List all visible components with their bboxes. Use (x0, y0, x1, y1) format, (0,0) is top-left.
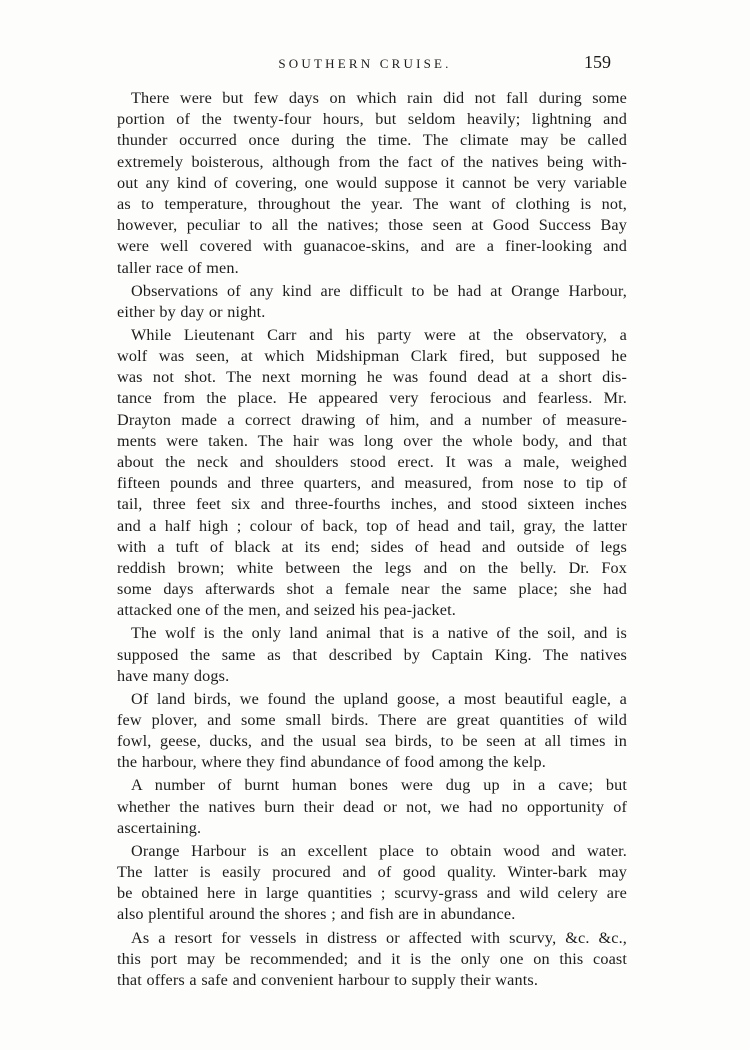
text-line: was not shot. The next morning he was found dead at a short dis- (117, 368, 627, 387)
text-line: taller race of men. (117, 258, 239, 277)
text-line: The latter is easily procured and of good quality. Winter-bark may (117, 863, 627, 882)
text-line: A number of burnt human bones were dug up in a cave; but (131, 776, 627, 795)
text-line: have many dogs. (117, 666, 230, 685)
text-line: be obtained here in large quantities ; scurvy-grass and wild celery are (117, 884, 627, 903)
text-line: ascertaining. (117, 818, 202, 837)
paragraph (117, 928, 627, 992)
text-line: attacked one of the men, and seized his pea-jacket. (117, 601, 456, 620)
text-line: As a resort for vessels in distress or affected with scurvy, &c. &c., (131, 928, 627, 947)
text-line: and a half high ; colour of back, top of head and tail, gray, the latter (117, 516, 627, 535)
text-line: Observations of any kind are difficult to be had at Orange Harbour, (131, 281, 627, 300)
paragraph (117, 325, 627, 622)
text-line: extremely boisterous, although from the fact of the natives being with- (117, 152, 627, 171)
text-line: thunder occurred once during the time. The climate may be called (117, 131, 627, 150)
text-line: While Lieutenant Carr and his party were at the observatory, a (131, 325, 627, 344)
paragraph (117, 88, 627, 279)
paragraph (117, 281, 627, 323)
running-head (0, 52, 750, 80)
text-line: with a tuft of black at its end; sides of head and outside of legs (117, 537, 627, 556)
text-line: about the neck and shoulders stood erect. It was a male, weighed (117, 452, 627, 471)
text-line: fifteen pounds and three quarters, and measured, from nose to tip of (117, 474, 627, 493)
paragraph (117, 689, 627, 774)
text-line: however, peculiar to all the natives; those seen at Good Success Bay (117, 216, 627, 235)
text-line: tail, three feet six and three-fourths inches, and stood sixteen inches (117, 495, 627, 514)
paragraph (117, 775, 627, 839)
text-line: wolf was seen, at which Midshipman Clark fired, but supposed he (117, 347, 627, 366)
text-line: either by day or night. (117, 302, 266, 321)
text-line: out any kind of covering, one would suppose it cannot be very variable (117, 173, 627, 192)
paragraph (117, 623, 627, 687)
text-line: few plover, and some small birds. There are great quantities of wild (117, 711, 627, 729)
text-line: ments were taken. The hair was long over the whole body, and that (117, 431, 627, 450)
body-text (117, 88, 627, 991)
text-line: portion of the twenty-four hours, but seldom heavily; lightning and (117, 110, 627, 129)
text-line: this port may be recommended; and it is the only one on this coast (117, 949, 627, 968)
text-line: reddish brown; white between the legs and on the belly. Dr. Fox (117, 558, 627, 577)
text-line: the harbour, where they find abundance of food among the kelp. (117, 753, 546, 772)
text-line: The wolf is the only land animal that is a native of the soil, and is (131, 624, 627, 643)
text-line: Orange Harbour is an excellent place to obtain wood and water. (131, 841, 627, 860)
text-line: Drayton made a correct drawing of him, and a number of measure- (117, 410, 627, 429)
page-number: 159 (584, 52, 611, 72)
running-title: SOUTHERN CRUISE. (278, 56, 452, 71)
text-line: fowl, geese, ducks, and the usual sea birds, to be seen at all times in (117, 732, 627, 751)
text-line: Of land birds, we found the upland goose, a most beautiful eagle, a (131, 689, 627, 708)
text-line: also plentiful around the shores ; and fish are in abundance. (117, 905, 516, 924)
text-line: that offers a safe and convenient harbour to supply their wants. (117, 970, 539, 989)
text-line: some days afterwards shot a female near the same place; she had (117, 580, 627, 599)
text-line: There were but few days on which rain did not fall during some (131, 89, 627, 107)
text-line: tance from the place. He appeared very ferocious and fearless. Mr. (117, 389, 627, 408)
text-line: were well covered with guanacoe-skins, and are a finer-looking and (117, 237, 627, 256)
text-line: whether the natives burn their dead or not, we had no opportunity of (117, 797, 627, 816)
paragraph (117, 841, 627, 926)
text-line: as to temperature, throughout the year. The want of clothing is not, (117, 194, 627, 213)
text-line: supposed the same as that described by Captain King. The natives (117, 645, 627, 664)
